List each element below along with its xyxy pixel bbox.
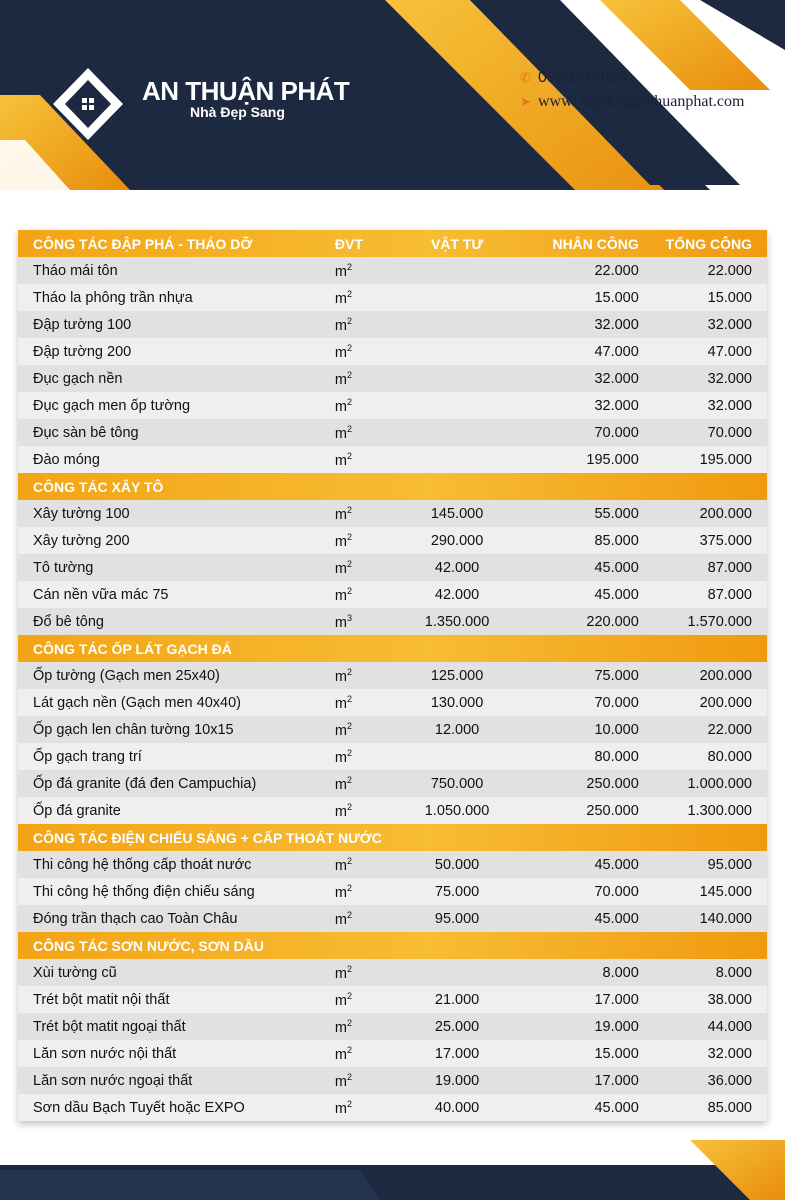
unit-cell <box>331 262 393 280</box>
material-cost: 125.000 <box>430 667 484 684</box>
website-row <box>520 90 744 114</box>
item-name: Thi công hệ thống điện chiếu sáng <box>33 883 255 900</box>
unit-exponent: 2 <box>347 855 353 866</box>
unit-cell <box>331 748 393 766</box>
unit-exponent: 3 <box>347 612 353 623</box>
column-header: ĐVT <box>334 235 363 252</box>
item-name: Xây tường 100 <box>33 505 130 522</box>
labor-cost: 17.000 <box>594 1072 639 1089</box>
total-cost: 32.000 <box>707 397 752 414</box>
item-name: Ốp đá granite <box>33 802 121 819</box>
unit-cell <box>331 1018 393 1036</box>
table-row <box>18 689 767 716</box>
unit-cell <box>331 451 393 469</box>
labor-cost: 70.000 <box>594 694 639 711</box>
table-row <box>18 527 767 554</box>
material-cost: 19.000 <box>434 1072 480 1089</box>
unit-cell <box>331 883 393 901</box>
unit-exponent: 2 <box>347 720 353 731</box>
unit-base: m <box>334 911 348 928</box>
total-cost: 22.000 <box>707 262 752 279</box>
total-cost: 1.000.000 <box>687 775 752 792</box>
section-header <box>18 932 767 959</box>
table-row <box>18 419 767 446</box>
material-cost: 12.000 <box>434 721 480 738</box>
labor-cost: 47.000 <box>594 343 639 360</box>
total-cost: 47.000 <box>707 343 752 360</box>
total-cost: 36.000 <box>707 1072 752 1089</box>
total-cost: 87.000 <box>707 586 752 603</box>
item-name: Tháo mái tôn <box>33 262 118 279</box>
unit-exponent: 2 <box>347 261 353 272</box>
total-cost: 87.000 <box>707 559 752 576</box>
labor-cost: 75.000 <box>594 667 639 684</box>
material-cost: 1.050.000 <box>424 802 490 819</box>
item-name: Trét bột matit nội thất <box>33 991 170 1008</box>
unit-base: m <box>334 587 348 604</box>
unit-exponent: 2 <box>347 396 353 407</box>
table-row <box>18 797 767 824</box>
unit-exponent: 2 <box>347 585 353 596</box>
labor-cost: 45.000 <box>594 586 639 603</box>
labor-cost: 15.000 <box>594 289 639 306</box>
unit-exponent: 2 <box>347 1044 353 1055</box>
material-cost: 25.000 <box>434 1018 480 1035</box>
item-name: Thi công hệ thống cấp thoát nước <box>33 856 252 873</box>
unit-cell <box>331 667 393 685</box>
labor-cost: 250.000 <box>586 802 639 819</box>
table-row <box>18 905 767 932</box>
unit-cell <box>331 532 393 550</box>
section-title: CÔNG TÁC ĐIỆN CHIẾU SÁNG + CẤP THOÁT NƯỚC <box>33 829 382 846</box>
unit-cell <box>331 289 393 307</box>
item-name: Lát gạch nền (Gạch men 40x40) <box>33 694 241 711</box>
labor-cost: 32.000 <box>594 397 639 414</box>
labor-cost: 45.000 <box>594 559 639 576</box>
material-cost: 130.000 <box>430 694 484 711</box>
item-name: Đục sàn bê tông <box>33 424 139 441</box>
labor-cost: 10.000 <box>594 721 639 738</box>
material-cost: 50.000 <box>434 856 480 873</box>
table-row <box>18 1013 767 1040</box>
unit-exponent: 2 <box>347 288 353 299</box>
unit-cell <box>331 775 393 793</box>
material-cost: 95.000 <box>434 910 480 927</box>
table-row <box>18 608 767 635</box>
item-name: Ốp gạch len chân tường 10x15 <box>33 721 234 738</box>
total-cost: 200.000 <box>699 694 752 711</box>
unit-exponent: 2 <box>347 666 353 677</box>
material-cost: 75.000 <box>434 883 480 900</box>
item-name: Đục gạch nền <box>33 370 123 387</box>
table-row <box>18 662 767 689</box>
unit-exponent: 2 <box>347 882 353 893</box>
table-row <box>18 1067 767 1094</box>
total-cost: 140.000 <box>699 910 752 927</box>
total-cost: 1.300.000 <box>687 802 752 819</box>
table-row <box>18 770 767 797</box>
item-name: Tô tường <box>33 559 94 576</box>
price-table <box>18 230 767 1121</box>
unit-cell <box>331 397 393 415</box>
total-cost: 32.000 <box>707 316 752 333</box>
total-cost: 375.000 <box>699 532 752 549</box>
unit-exponent: 2 <box>347 531 353 542</box>
unit-base: m <box>334 965 348 982</box>
table-row <box>18 257 767 284</box>
unit-exponent: 2 <box>347 909 353 920</box>
item-name: Đập tường 200 <box>33 343 132 360</box>
unit-base: m <box>334 884 348 901</box>
table-row <box>18 1040 767 1067</box>
unit-cell <box>331 856 393 874</box>
labor-cost: 220.000 <box>586 613 639 630</box>
phone-number[interactable]: 0909244698 <box>538 69 627 86</box>
column-header: TỔNG CỘNG <box>665 235 752 252</box>
website-link[interactable]: www. xaydunganthuanphat.com <box>538 93 745 110</box>
labor-cost: 45.000 <box>594 910 639 927</box>
material-cost: 42.000 <box>434 586 480 603</box>
labor-cost: 85.000 <box>594 532 639 549</box>
unit-base: m <box>334 317 348 334</box>
unit-cell <box>331 802 393 820</box>
table-row <box>18 338 767 365</box>
table-row <box>18 446 767 473</box>
total-cost: 145.000 <box>699 883 752 900</box>
brand-tagline: Nhà Đẹp Sang <box>190 104 285 120</box>
labor-cost: 17.000 <box>594 991 639 1008</box>
total-cost: 44.000 <box>707 1018 752 1035</box>
unit-base: m <box>334 668 348 685</box>
item-name: Cán nền vữa mác 75 <box>33 586 169 603</box>
item-name: Đào móng <box>33 451 100 468</box>
section-title: CÔNG TÁC SƠN NƯỚC, SƠN DẦU <box>33 937 264 954</box>
total-cost: 95.000 <box>707 856 752 873</box>
labor-cost: 45.000 <box>594 856 639 873</box>
unit-cell <box>331 586 393 604</box>
unit-base: m <box>334 344 348 361</box>
material-cost: 290.000 <box>430 532 484 549</box>
unit-base: m <box>334 776 348 793</box>
contact-block <box>520 66 744 114</box>
unit-cell <box>331 991 393 1009</box>
table-row <box>18 365 767 392</box>
unit-exponent: 2 <box>347 963 353 974</box>
white-band <box>0 190 750 220</box>
unit-exponent: 2 <box>347 315 353 326</box>
unit-base: m <box>334 803 348 820</box>
total-cost: 1.570.000 <box>687 613 752 630</box>
item-name: Lăn sơn nước ngoại thất <box>33 1072 193 1089</box>
item-name: Xùi tường cũ <box>33 964 117 981</box>
labor-cost: 32.000 <box>594 316 639 333</box>
unit-cell <box>331 1072 393 1090</box>
unit-exponent: 2 <box>347 801 353 812</box>
section-title: CÔNG TÁC ĐẬP PHÁ - THÁO DỠ <box>33 235 253 252</box>
unit-base: m <box>334 749 348 766</box>
labor-cost: 22.000 <box>594 262 639 279</box>
item-name: Trét bột matit ngoại thất <box>33 1018 186 1035</box>
total-cost: 15.000 <box>707 289 752 306</box>
item-name: Ốp tường (Gạch men 25x40) <box>33 667 220 684</box>
unit-cell <box>331 721 393 739</box>
unit-cell <box>331 424 393 442</box>
item-name: Ốp gạch trang trí <box>33 748 142 765</box>
phone-row <box>520 66 744 90</box>
unit-cell <box>331 343 393 361</box>
unit-base: m <box>334 398 348 415</box>
section-title: CÔNG TÁC ỐP LÁT GẠCH ĐÁ <box>33 640 232 657</box>
unit-exponent: 2 <box>347 1071 353 1082</box>
table-row <box>18 986 767 1013</box>
unit-cell <box>331 316 393 334</box>
labor-cost: 19.000 <box>594 1018 639 1035</box>
unit-exponent: 2 <box>347 990 353 1001</box>
item-name: Đổ bê tông <box>33 613 104 630</box>
unit-cell <box>331 1099 393 1117</box>
unit-base: m <box>334 263 348 280</box>
table-row <box>18 1094 767 1121</box>
section-header <box>18 473 767 500</box>
item-name: Đục gạch men ốp tường <box>33 397 191 414</box>
labor-cost: 15.000 <box>594 1045 639 1062</box>
table-row <box>18 284 767 311</box>
unit-exponent: 2 <box>347 369 353 380</box>
unit-exponent: 2 <box>347 774 353 785</box>
unit-exponent: 2 <box>347 1017 353 1028</box>
table-row <box>18 581 767 608</box>
unit-exponent: 2 <box>347 423 353 434</box>
unit-cell <box>331 505 393 523</box>
table-row <box>18 392 767 419</box>
unit-exponent: 2 <box>347 1098 353 1109</box>
unit-base: m <box>334 560 348 577</box>
unit-base: m <box>334 695 348 712</box>
column-header: VẬT TƯ <box>431 235 484 252</box>
unit-cell <box>331 613 393 631</box>
total-cost: 85.000 <box>707 1099 752 1116</box>
unit-exponent: 2 <box>347 504 353 515</box>
unit-cell <box>331 559 393 577</box>
unit-base: m <box>334 452 348 469</box>
unit-base: m <box>334 722 348 739</box>
material-cost: 1.350.000 <box>424 613 490 630</box>
unit-exponent: 2 <box>347 450 353 461</box>
total-cost: 32.000 <box>707 1045 752 1062</box>
table-row <box>18 554 767 581</box>
section-header <box>18 635 767 662</box>
material-cost: 21.000 <box>434 991 480 1008</box>
item-name: Xây tường 200 <box>33 532 130 549</box>
item-name: Sơn dầu Bạch Tuyết hoặc EXPO <box>33 1099 245 1116</box>
total-cost: 200.000 <box>699 505 752 522</box>
total-cost: 80.000 <box>707 748 752 765</box>
unit-base: m <box>334 992 348 1009</box>
table-row <box>18 500 767 527</box>
unit-exponent: 2 <box>347 558 353 569</box>
brand-name: AN THUẬN PHÁT <box>142 76 350 106</box>
total-cost: 70.000 <box>707 424 752 441</box>
table-row <box>18 851 767 878</box>
total-cost: 38.000 <box>707 991 752 1008</box>
item-name: Ốp đá granite (đá đen Campuchia) <box>33 775 257 792</box>
total-cost: 200.000 <box>699 667 752 684</box>
table-row <box>18 959 767 986</box>
section-title: CÔNG TÁC XÂY TÔ <box>33 478 164 495</box>
section-header <box>18 824 767 851</box>
labor-cost: 250.000 <box>586 775 639 792</box>
column-header: NHÂN CÔNG <box>552 235 639 252</box>
unit-base: m <box>334 1046 348 1063</box>
navy-footer-left <box>0 1170 380 1200</box>
unit-base: m <box>334 425 348 442</box>
unit-base: m <box>334 290 348 307</box>
unit-base: m <box>334 1100 348 1117</box>
total-cost: 195.000 <box>699 451 752 468</box>
material-cost: 42.000 <box>434 559 480 576</box>
unit-cell <box>331 370 393 388</box>
unit-cell <box>331 964 393 982</box>
cursor-icon: ➤ <box>520 94 531 110</box>
item-name: Tháo la phông trần nhựa <box>33 289 193 306</box>
unit-base: m <box>334 1073 348 1090</box>
unit-base: m <box>334 1019 348 1036</box>
labor-cost: 45.000 <box>594 1099 639 1116</box>
unit-base: m <box>334 533 348 550</box>
material-cost: 40.000 <box>434 1099 480 1116</box>
unit-cell <box>331 694 393 712</box>
table-row <box>18 878 767 905</box>
table-row <box>18 743 767 770</box>
unit-base: m <box>334 614 348 631</box>
unit-exponent: 2 <box>347 693 353 704</box>
table-row <box>18 311 767 338</box>
labor-cost: 32.000 <box>594 370 639 387</box>
labor-cost: 55.000 <box>594 505 639 522</box>
labor-cost: 70.000 <box>594 424 639 441</box>
unit-exponent: 2 <box>347 747 353 758</box>
unit-cell <box>331 1045 393 1063</box>
phone-icon: ✆ <box>520 70 531 86</box>
unit-base: m <box>334 506 348 523</box>
total-cost: 32.000 <box>707 370 752 387</box>
material-cost: 17.000 <box>434 1045 480 1062</box>
total-cost: 22.000 <box>707 721 752 738</box>
total-cost: 8.000 <box>715 964 752 981</box>
labor-cost: 195.000 <box>586 451 639 468</box>
labor-cost: 8.000 <box>602 964 639 981</box>
material-cost: 145.000 <box>430 505 484 522</box>
section-header <box>18 230 767 257</box>
unit-base: m <box>334 857 348 874</box>
unit-base: m <box>334 371 348 388</box>
unit-exponent: 2 <box>347 342 353 353</box>
item-name: Đóng trần thạch cao Toàn Châu <box>33 910 238 927</box>
item-name: Lăn sơn nước nội thất <box>33 1045 177 1062</box>
material-cost: 750.000 <box>430 775 484 792</box>
table-row <box>18 716 767 743</box>
labor-cost: 70.000 <box>594 883 639 900</box>
labor-cost: 80.000 <box>594 748 639 765</box>
item-name: Đập tường 100 <box>33 316 132 333</box>
unit-cell <box>331 910 393 928</box>
